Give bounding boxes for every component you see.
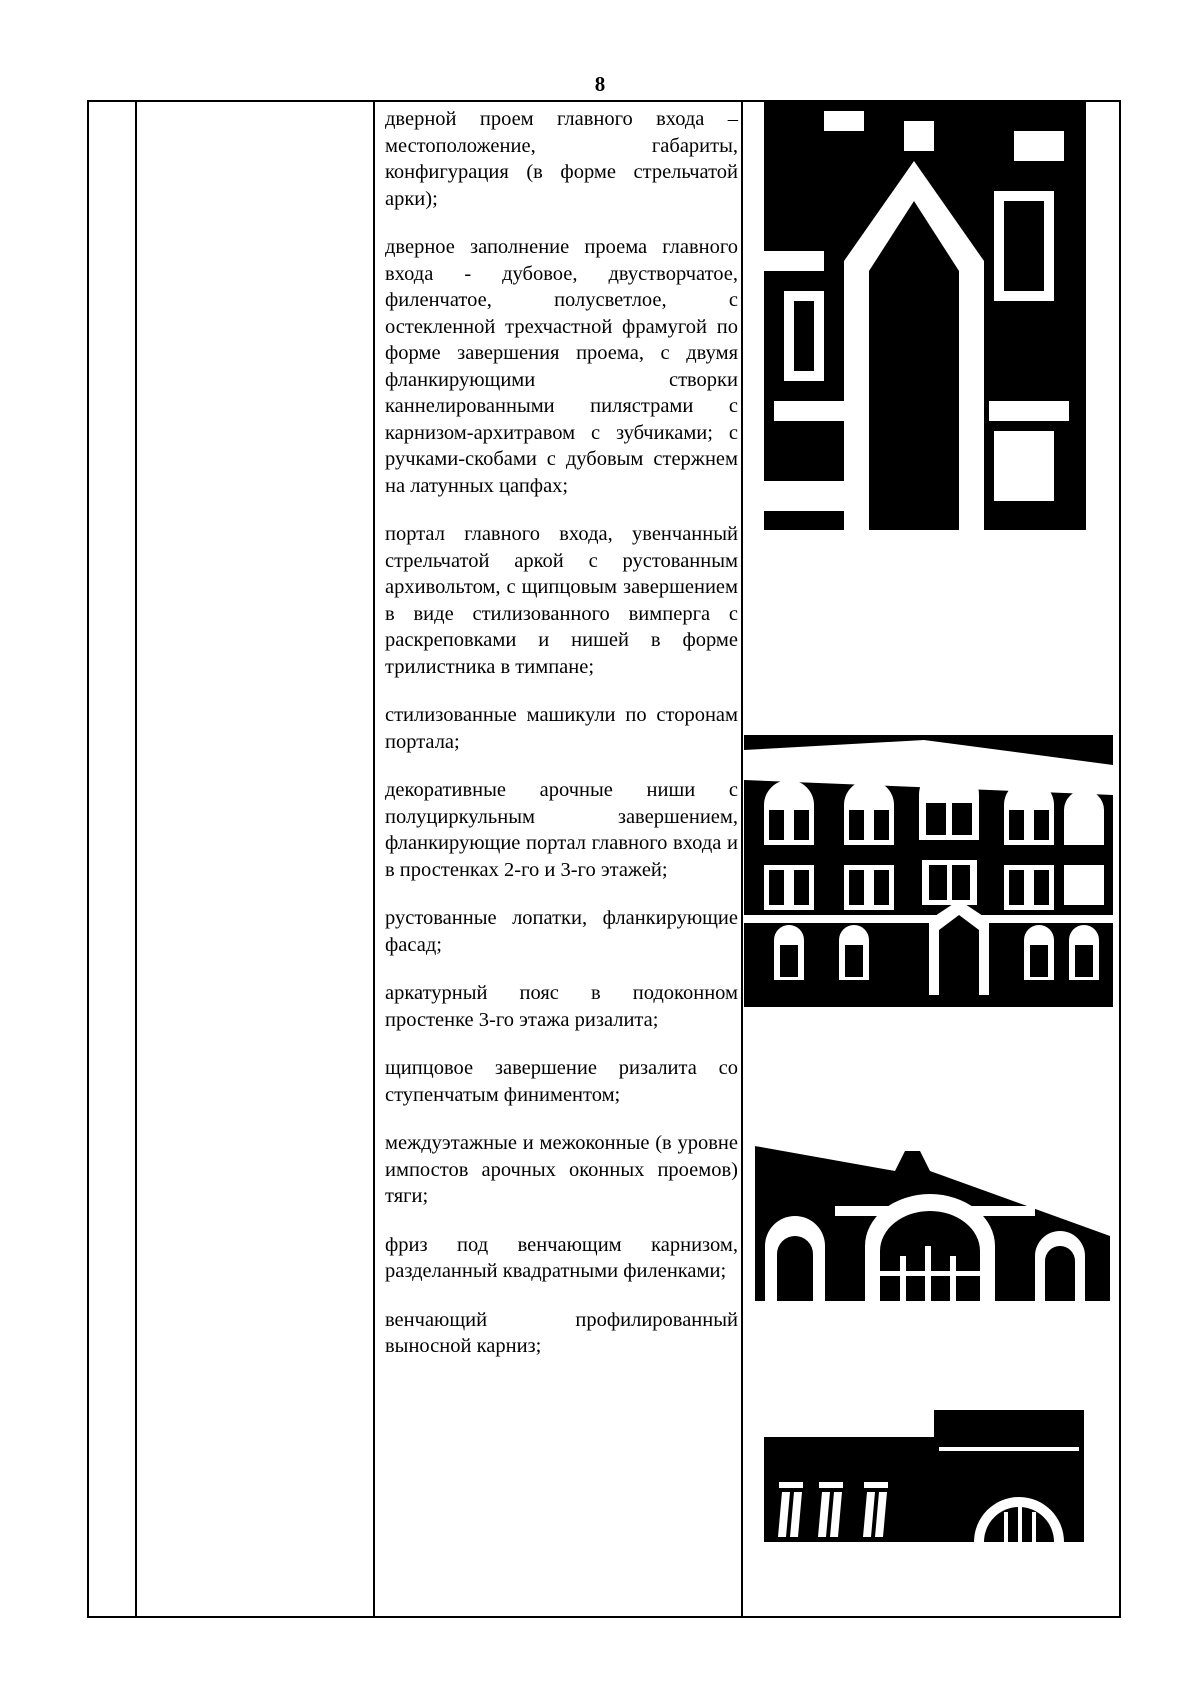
element-description: стилизованные машикули по сторонам портала; — [385, 704, 738, 753]
element-description: рустованные лопатки, фланкирующие фасад; — [385, 907, 738, 956]
protected-elements-column — [385, 102, 738, 1382]
column-divider-1 — [135, 102, 137, 1616]
page-number: 8 — [594, 72, 606, 96]
element-description: щипцовое завершение ризалита со ступенчатым финиментом; — [385, 1057, 738, 1106]
element-description: портал главного входа, увенчанный стрельчатой аркой с рустованным архивольтом, с щипцовым завершением в виде стилизованного вимперга с раскреповками и нишей в форме трилистника в тимпане; — [385, 523, 738, 678]
facade-photo — [744, 735, 1113, 1007]
element-description: фриз под венчающим карнизом, разделанный квадратными филенками; — [385, 1233, 738, 1282]
gable-photo — [755, 1146, 1110, 1301]
column-divider-2 — [373, 102, 375, 1616]
element-description: дверное заполнение проема главного входа - дубовое, двустворчатое, филенчатое, полусветлое, с остекленной трехчастной фрамугой по форме завершения проема, с двумя фланкирующими створки каннелированными пилястрами с карнизом-архитравом с зубчиками; с ручками-скобами с дубовым стержнем на латунных цапфах; — [385, 236, 738, 497]
element-description: дверной проем главного входа – местоположение, габариты, конфигурация (в форме стрельчатой арки); — [385, 108, 738, 210]
element-description: декоративные арочные ниши с полуциркульным завершением, фланкирующие портал главного входа и в простенках 2-го и 3-го этажей; — [385, 779, 738, 881]
element-description: аркатурный пояс в подоконном простенке 3-го этажа ризалита; — [385, 982, 738, 1031]
cornice-photo — [764, 1402, 1084, 1542]
element-description: междуэтажные и межоконные (в уровне импостов арочных оконных проемов) тяги; — [385, 1132, 738, 1207]
element-description: венчающий профилированный выносной карниз; — [385, 1308, 738, 1357]
portal-entrance-photo — [764, 101, 1086, 530]
column-divider-3 — [741, 102, 743, 1616]
